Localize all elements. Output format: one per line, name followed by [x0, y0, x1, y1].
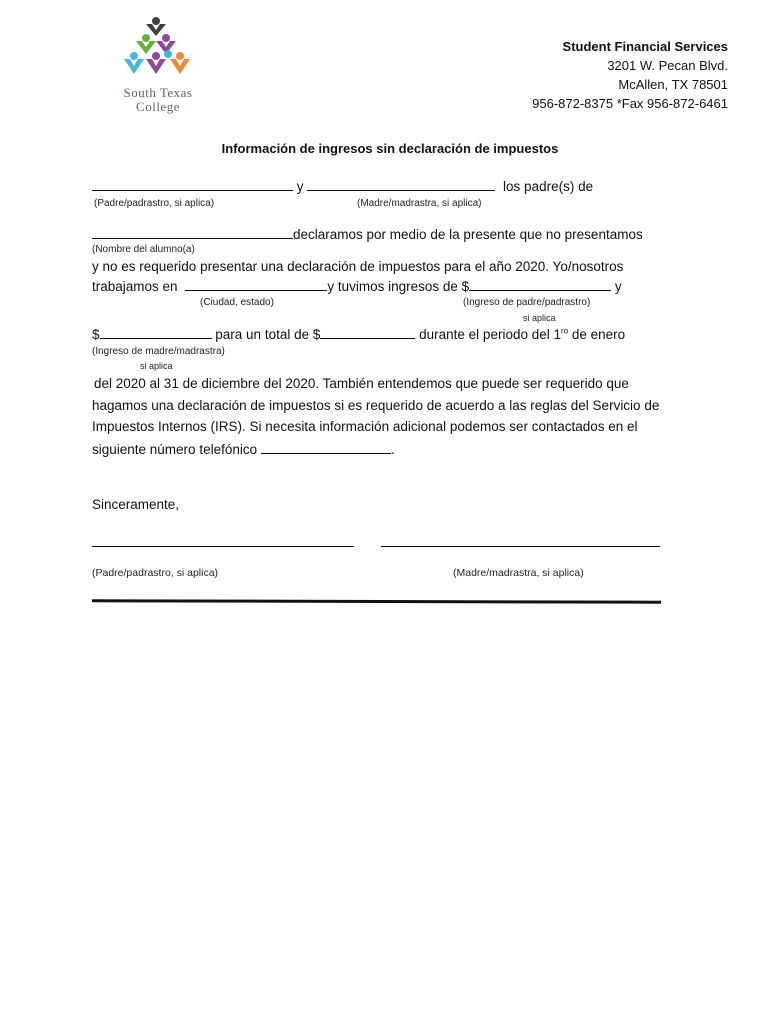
label-father: (Padre/padrastro, si aplica) [94, 198, 215, 209]
trabajamos-text: trabajamos en [92, 279, 178, 294]
label-student: (Nombre del alumno(a) [92, 244, 195, 255]
label-si-aplica-2: si aplica [140, 361, 173, 371]
los-padres-text: los padre(s) de [503, 179, 594, 194]
student-line [92, 226, 643, 242]
body-line-3: Impuestos Internos (IRS). Si necesita información adicional podemos ser contactados en el [92, 419, 638, 434]
address-line-2: McAllen, TX 78501 [618, 77, 728, 92]
label-income-mother: (Ingreso de madre/madrastra) [92, 346, 225, 357]
parents-line [92, 178, 593, 194]
phone-fax: 956-872-8375 *Fax 956-872-6461 [532, 96, 728, 111]
father-signature-line[interactable] [92, 546, 354, 547]
periodo-text: durante el periodo del 1 [419, 327, 561, 342]
address-line-1: 3201 W. Pecan Blvd. [607, 58, 728, 73]
total-income-blank[interactable] [320, 326, 415, 339]
declaramos-text: declaramos por medio de la presente que no presentamos [293, 227, 643, 242]
label-si-aplica-1: si aplica [523, 313, 556, 323]
father-income-blank[interactable] [469, 278, 611, 291]
body-line-2: hagamos una declaración de impuestos si es requerido de acuerdo a las reglas del Servicio de [92, 398, 660, 413]
city-state-blank[interactable] [185, 278, 327, 291]
document-title: Información de ingresos sin declaración de impuestos [221, 141, 559, 156]
father-name-blank[interactable] [92, 178, 293, 191]
label-income-father: (Ingreso de padre/padrastro) [463, 297, 591, 308]
logo-text-line2: College [136, 99, 180, 114]
work-line [92, 278, 622, 294]
ordinal-ro: ro [561, 326, 569, 336]
total-line [92, 326, 625, 342]
label-mother: (Madre/madrastra, si aplica) [357, 198, 482, 209]
body-line-1: del 2020 al 31 de diciembre del 2020. También entendemos que puede ser requerido que [94, 376, 629, 391]
mother-signature-line[interactable] [381, 546, 660, 547]
college-logo [108, 14, 208, 114]
logo-text-line1: South Texas [123, 85, 193, 100]
conj-y: y [296, 179, 304, 194]
phone-text: siguiente número telefónico [92, 442, 258, 457]
phone-number-blank[interactable] [261, 441, 391, 454]
student-name-blank[interactable] [92, 226, 293, 239]
phone-line [92, 441, 395, 457]
signature-label-mother: (Madre/madrastra, si aplica) [453, 567, 584, 579]
conj-y-end: y [614, 279, 622, 294]
mother-name-blank[interactable] [307, 178, 495, 191]
body-line-a: y no es requerido presentar una declaración de impuestos para el año 2020. Yo/nosotros [92, 259, 624, 274]
office-name: Student Financial Services [562, 39, 728, 54]
dollar-sign: $ [92, 327, 100, 342]
enero-text: de enero [571, 327, 626, 342]
signature-label-father: (Padre/padrastro, si aplica) [92, 567, 219, 579]
mother-income-blank[interactable] [100, 326, 212, 339]
closing: Sinceramente, [92, 497, 180, 512]
label-city: (Ciudad, estado) [200, 297, 274, 308]
total-text: para un total de $ [215, 327, 321, 342]
tuvimos-text: y tuvimos ingresos de $ [327, 279, 470, 294]
bottom-divider [92, 599, 661, 603]
period: . [390, 442, 395, 457]
people-figures-logo-icon [108, 14, 208, 84]
